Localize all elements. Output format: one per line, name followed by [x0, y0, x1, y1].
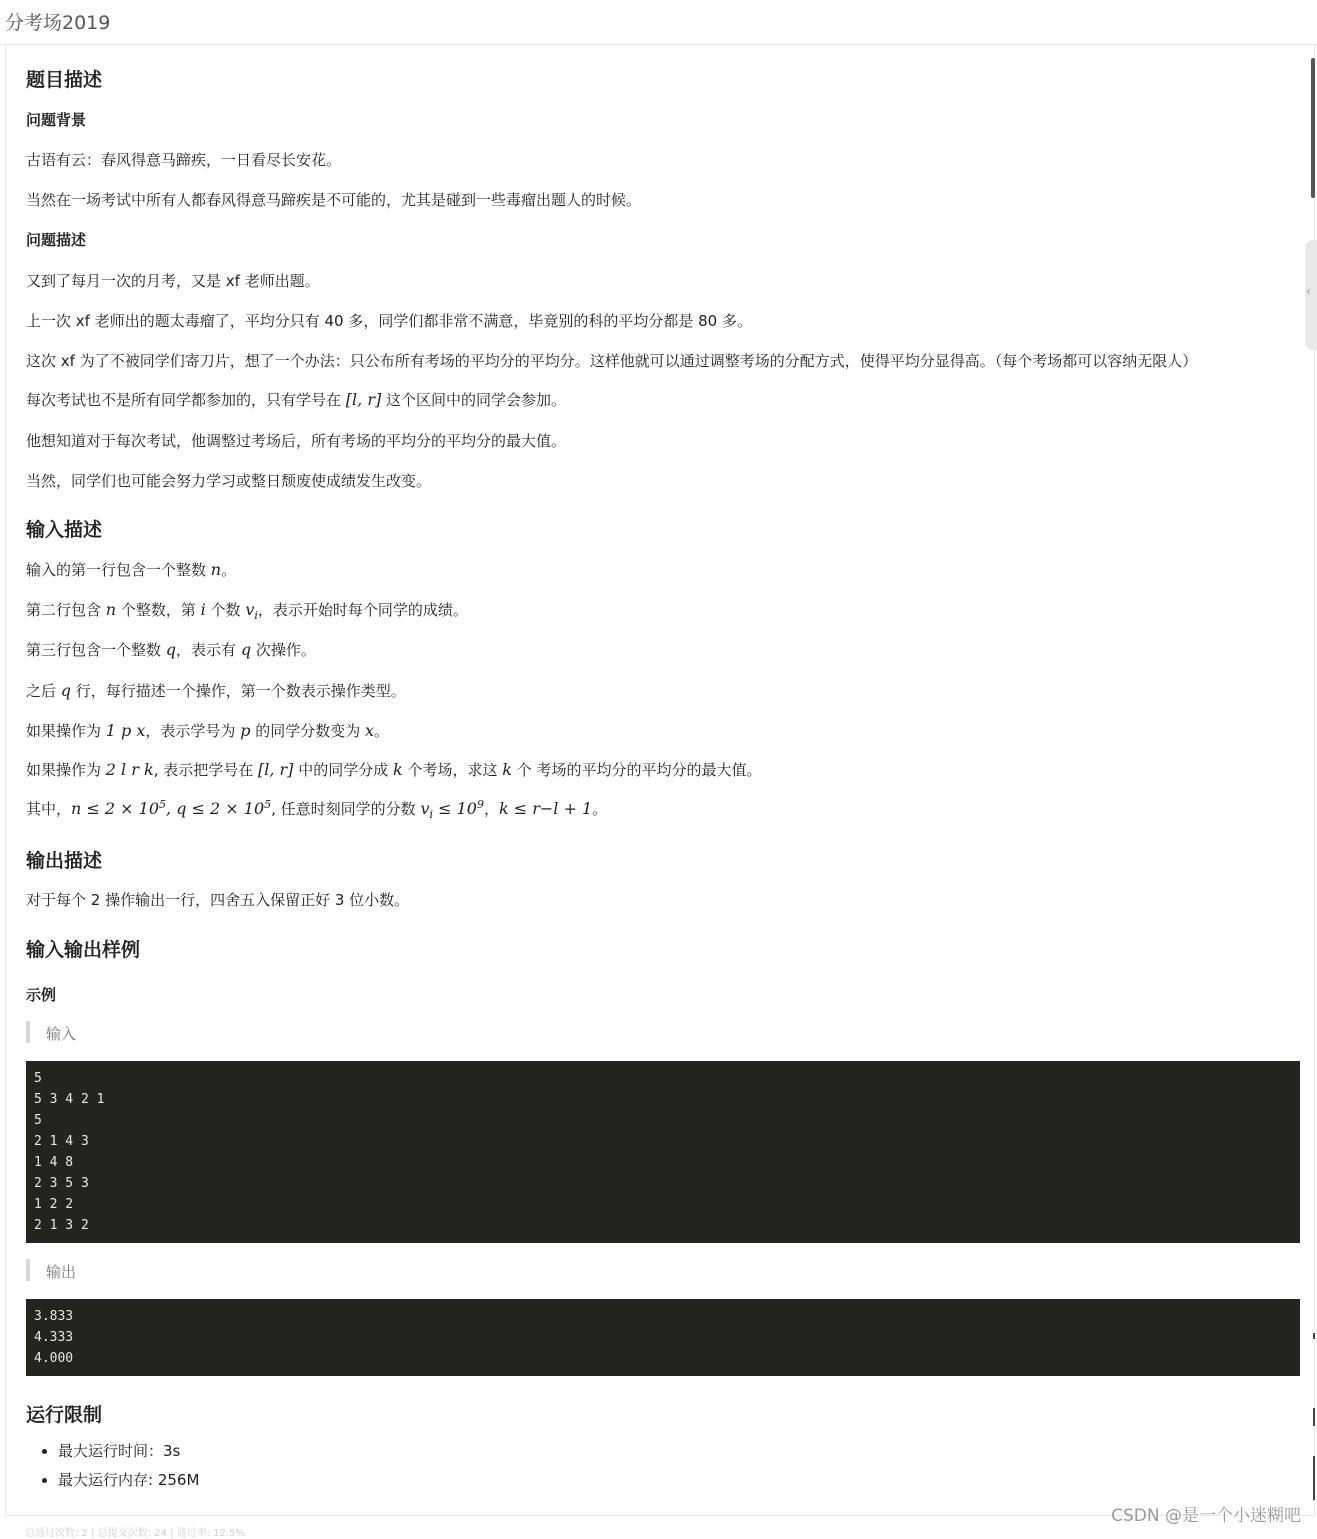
background-line-1: 古语有云：春风得意马蹄疾，一日看尽长安花。 — [26, 151, 342, 169]
edge-marker — [1313, 1456, 1315, 1500]
math-interval: [l, r] — [345, 390, 382, 409]
section-title-output: 输出描述 — [26, 850, 103, 872]
code-line: 5 — [34, 1113, 42, 1128]
code-line: 4.000 — [34, 1351, 74, 1366]
problem-panel — [5, 45, 1315, 1516]
problem-line-3: 这次 xf 为了不被同学们寄刀片，想了一个办法：只公布所有考场的平均分的平均分。这样他就可以通过调整考场的分配方式，使得平均分显得高。（每个考场都可以容纳无限人） — [26, 352, 1198, 370]
code-line: 1 2 2 — [34, 1197, 74, 1212]
section-title-samples: 输入输出样例 — [26, 939, 141, 961]
stats-footer: 总通过次数: 2 | 总提交次数: 24 | 通过率: 12.5% — [25, 1528, 245, 1539]
code-line: 5 — [34, 1071, 42, 1086]
page-header — [0, 0, 1317, 45]
input-line-3: 第三行包含一个整数 q，表示有 q 次操作。 — [26, 640, 316, 659]
problem-line-5: 他想知道对于每次考试，他调整过考场后，所有考场的平均分的平均分的最大值。 — [26, 432, 567, 450]
edge-marker — [1313, 1408, 1315, 1426]
limit-memory: • 最大运行内存: 256M — [58, 1466, 199, 1495]
watermark: CSDN @是一个小迷糊吧 — [1111, 1506, 1301, 1526]
sample-output-label: 输出 — [26, 1259, 1304, 1281]
section-title-description: 题目描述 — [26, 69, 103, 91]
input-line-2: 第二行包含 n 个整数，第 i 个数 $v_i$，表示开始时每个同学的成绩。 — [26, 600, 468, 622]
sample-input-code — [26, 1061, 1300, 1243]
code-line: 2 3 5 3 — [34, 1176, 89, 1191]
input-line-1: 输入的第一行包含一个整数 n。 — [26, 560, 237, 579]
scrollbar-thumb[interactable] — [1311, 58, 1315, 198]
problem-line-4: 每次考试也不是所有同学都参加的，只有学号在 [l, r] 这个区间中的同学会参加。 — [26, 390, 566, 409]
code-line: 2 1 3 2 — [34, 1218, 89, 1233]
limit-time: • 最大运行时间：3s — [58, 1437, 199, 1466]
section-title-limits: 运行限制 — [26, 1404, 103, 1426]
code-line: 2 1 4 3 — [34, 1134, 89, 1149]
limits-list — [26, 1437, 199, 1495]
chevron-left-icon: ‹ — [1306, 284, 1311, 298]
code-line: 1 4 8 — [34, 1155, 74, 1170]
code-line: 5 3 4 2 1 — [34, 1092, 105, 1107]
problem-line-2: 上一次 xf 老师出的题太毒瘤了，平均分只有 40 多，同学们都非常不满意，毕竟别的科的平均分都是 80 多。 — [26, 312, 752, 330]
output-line: 对于每个 2 操作输出一行，四舍五入保留正好 3 位小数。 — [26, 891, 410, 909]
subtitle-example: 示例 — [26, 986, 57, 1004]
input-line-4: 之后 q 行，每行描述一个操作，第一个数表示操作类型。 — [26, 681, 406, 700]
section-title-input: 输入描述 — [26, 519, 103, 541]
page-title: 分考场2019 — [5, 12, 111, 34]
edge-marker — [1313, 1333, 1315, 1339]
subtitle-background: 问题背景 — [26, 111, 87, 129]
sample-output-code — [26, 1299, 1300, 1376]
code-line: 4.333 — [34, 1330, 74, 1345]
problem-line-6: 当然，同学们也可能会努力学习或整日颓废使成绩发生改变。 — [26, 472, 432, 490]
input-line-5: 如果操作为 1 p x，表示学号为 p 的同学分数变为 x。 — [26, 721, 390, 740]
subtitle-problem: 问题描述 — [26, 231, 87, 249]
input-line-6: 如果操作为 2 l r k, 表示把学号在 [l, r] 中的同学分成 k 个考场，求这 k 个 考场的平均分的平均分的最大值。 — [26, 760, 762, 779]
collapse-side-tab[interactable] — [1305, 240, 1317, 350]
sample-input-label: 输入 — [26, 1021, 1304, 1043]
background-line-2: 当然在一场考试中所有人都春风得意马蹄疾是不可能的，尤其是碰到一些毒瘤出题人的时候。 — [26, 191, 642, 209]
input-line-7: 其中，$n \le 2 \times 10^5$, $q \le 2 \times 10^5$, 任意时刻同学的分数 $v_i \le 10^9$，k ≤ r−l + 1。 — [26, 798, 608, 821]
problem-line-1: 又到了每月一次的月考，又是 xf 老师出题。 — [26, 272, 320, 290]
code-line: 3.833 — [34, 1309, 74, 1324]
